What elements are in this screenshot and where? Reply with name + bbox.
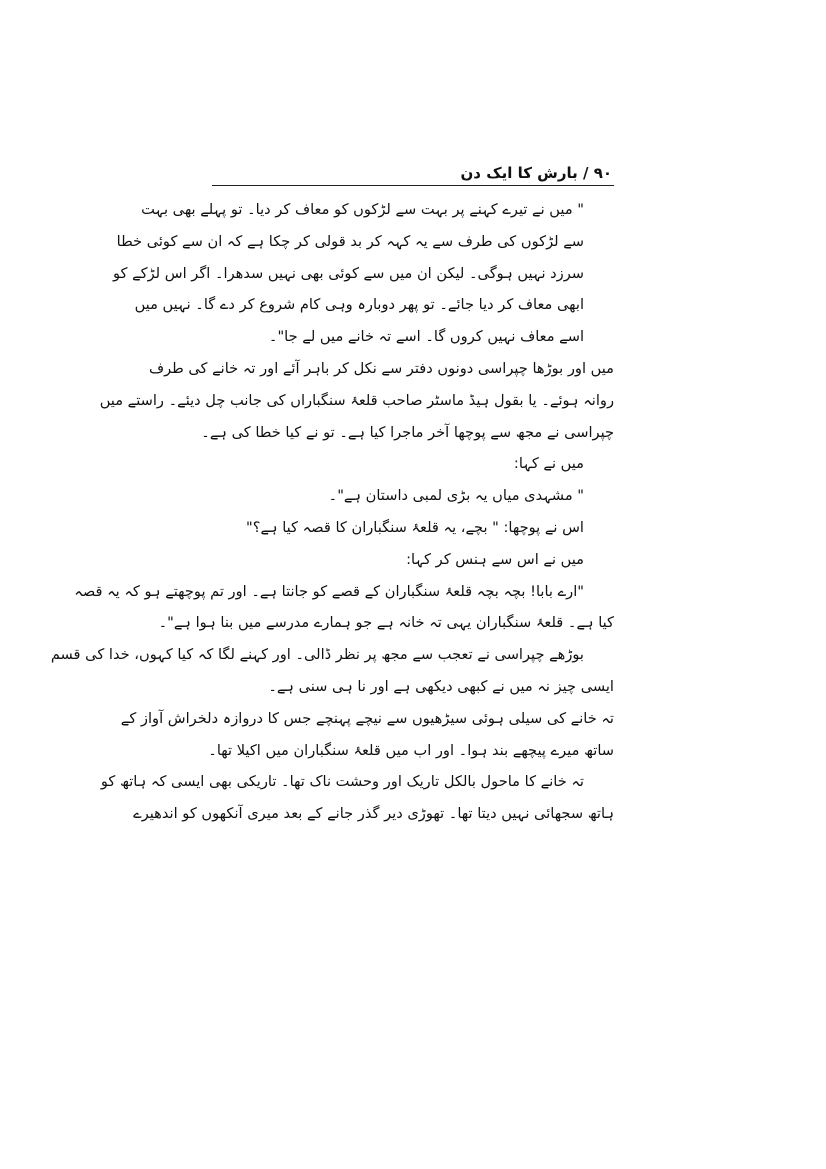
text-line: ایسی چیز نہ میں نے کبھی دیکھی ہے اور نا ہی سنی ہے۔	[268, 677, 614, 695]
text-line: روانہ ہوئے۔ یا بقول ہیڈ ماسٹر صاحب قلعۂ سنگباراں کی جانب چل دیئے۔ راستے میں	[99, 391, 614, 409]
header-rule	[212, 185, 614, 186]
text-line: " مشہدی میاں یہ بڑی لمبی داستان ہے"۔	[328, 487, 584, 505]
text-line: تہ خانے کی سیلی ہوئی سیڑھیوں سے نیچے پہنچے جس کا دروازہ دلخراش آواز کے	[120, 709, 614, 727]
text-line: میں نے اس سے ہنس کر کہا:	[406, 550, 584, 568]
text-line: " میں نے تیرے کہنے پر بہت سے لڑکوں کو معاف کر دیا۔ تو پہلے بھی بہت	[141, 201, 584, 218]
text-line: میں اور بوڑھا چپراسی دونوں دفتر سے نکل کر باہر آئے اور تہ خانے کی طرف	[148, 359, 614, 377]
text-line: ہاتھ سجھائی نہیں دیتا تھا۔ تھوڑی دیر گذر جانے کے بعد میری آنکھوں کو اندھیرے	[133, 805, 614, 823]
text-line: بوڑھے چپراسی نے تعجب سے مجھ پر نظر ڈالی۔ اور کہنے لگا کہ کیا کہوں، خدا کی قسم	[50, 646, 584, 664]
running-head: ۹۰ / بارش کا ایک دن	[460, 164, 612, 182]
text-line: ساتھ میرے پیچھے بند ہوا۔ اور اب میں قلعۂ سنگباران میں اکیلا تھا۔	[208, 741, 614, 759]
text-line: سے لڑکوں کی طرف سے یہ کہہ کر بد قولی کر چکا ہے کہ ان سے کوئی خطا	[116, 232, 584, 250]
text-line: تہ خانے کا ماحول بالکل تاریک اور وحشت ناک تھا۔ تاریکی بھی ایسی کہ ہاتھ کو	[100, 773, 584, 791]
text-line: میں نے کہا:	[513, 455, 584, 473]
text-line: "ارے بابا! بچہ بچہ قلعۂ سنگباران کے قصے کو جانتا ہے۔ اور تم پوچھتے ہو کہ یہ قصہ	[74, 582, 584, 600]
text-line: اس نے پوچھا: " بچے، یہ قلعۂ سنگباران کا قصہ کیا ہے؟"	[246, 518, 584, 536]
text-line: اسے معاف نہیں کروں گا۔ اسے تہ خانے میں لے جا"۔	[268, 328, 584, 346]
text-line: کیا ہے۔ قلعۂ سنگباران یہی تہ خانہ ہے جو ہمارے مدرسے میں بنا ہوا ہے"۔	[158, 614, 614, 632]
text-line: چپراسی نے مجھ سے پوچھا آخر ماجرا کیا ہے۔ تو نے کیا خطا کی ہے۔	[201, 423, 614, 441]
text-line: سرزد نہیں ہوگی۔ لیکن ان میں سے کوئی بھی نہیں سدھرا۔ اگر اس لڑکے کو	[113, 264, 584, 282]
body-text	[50, 194, 614, 830]
text-line: ابھی معاف کر دیا جائے۔ تو پھر دوبارہ وہی کام شروع کر دے گا۔ نہیں میں	[134, 296, 584, 314]
